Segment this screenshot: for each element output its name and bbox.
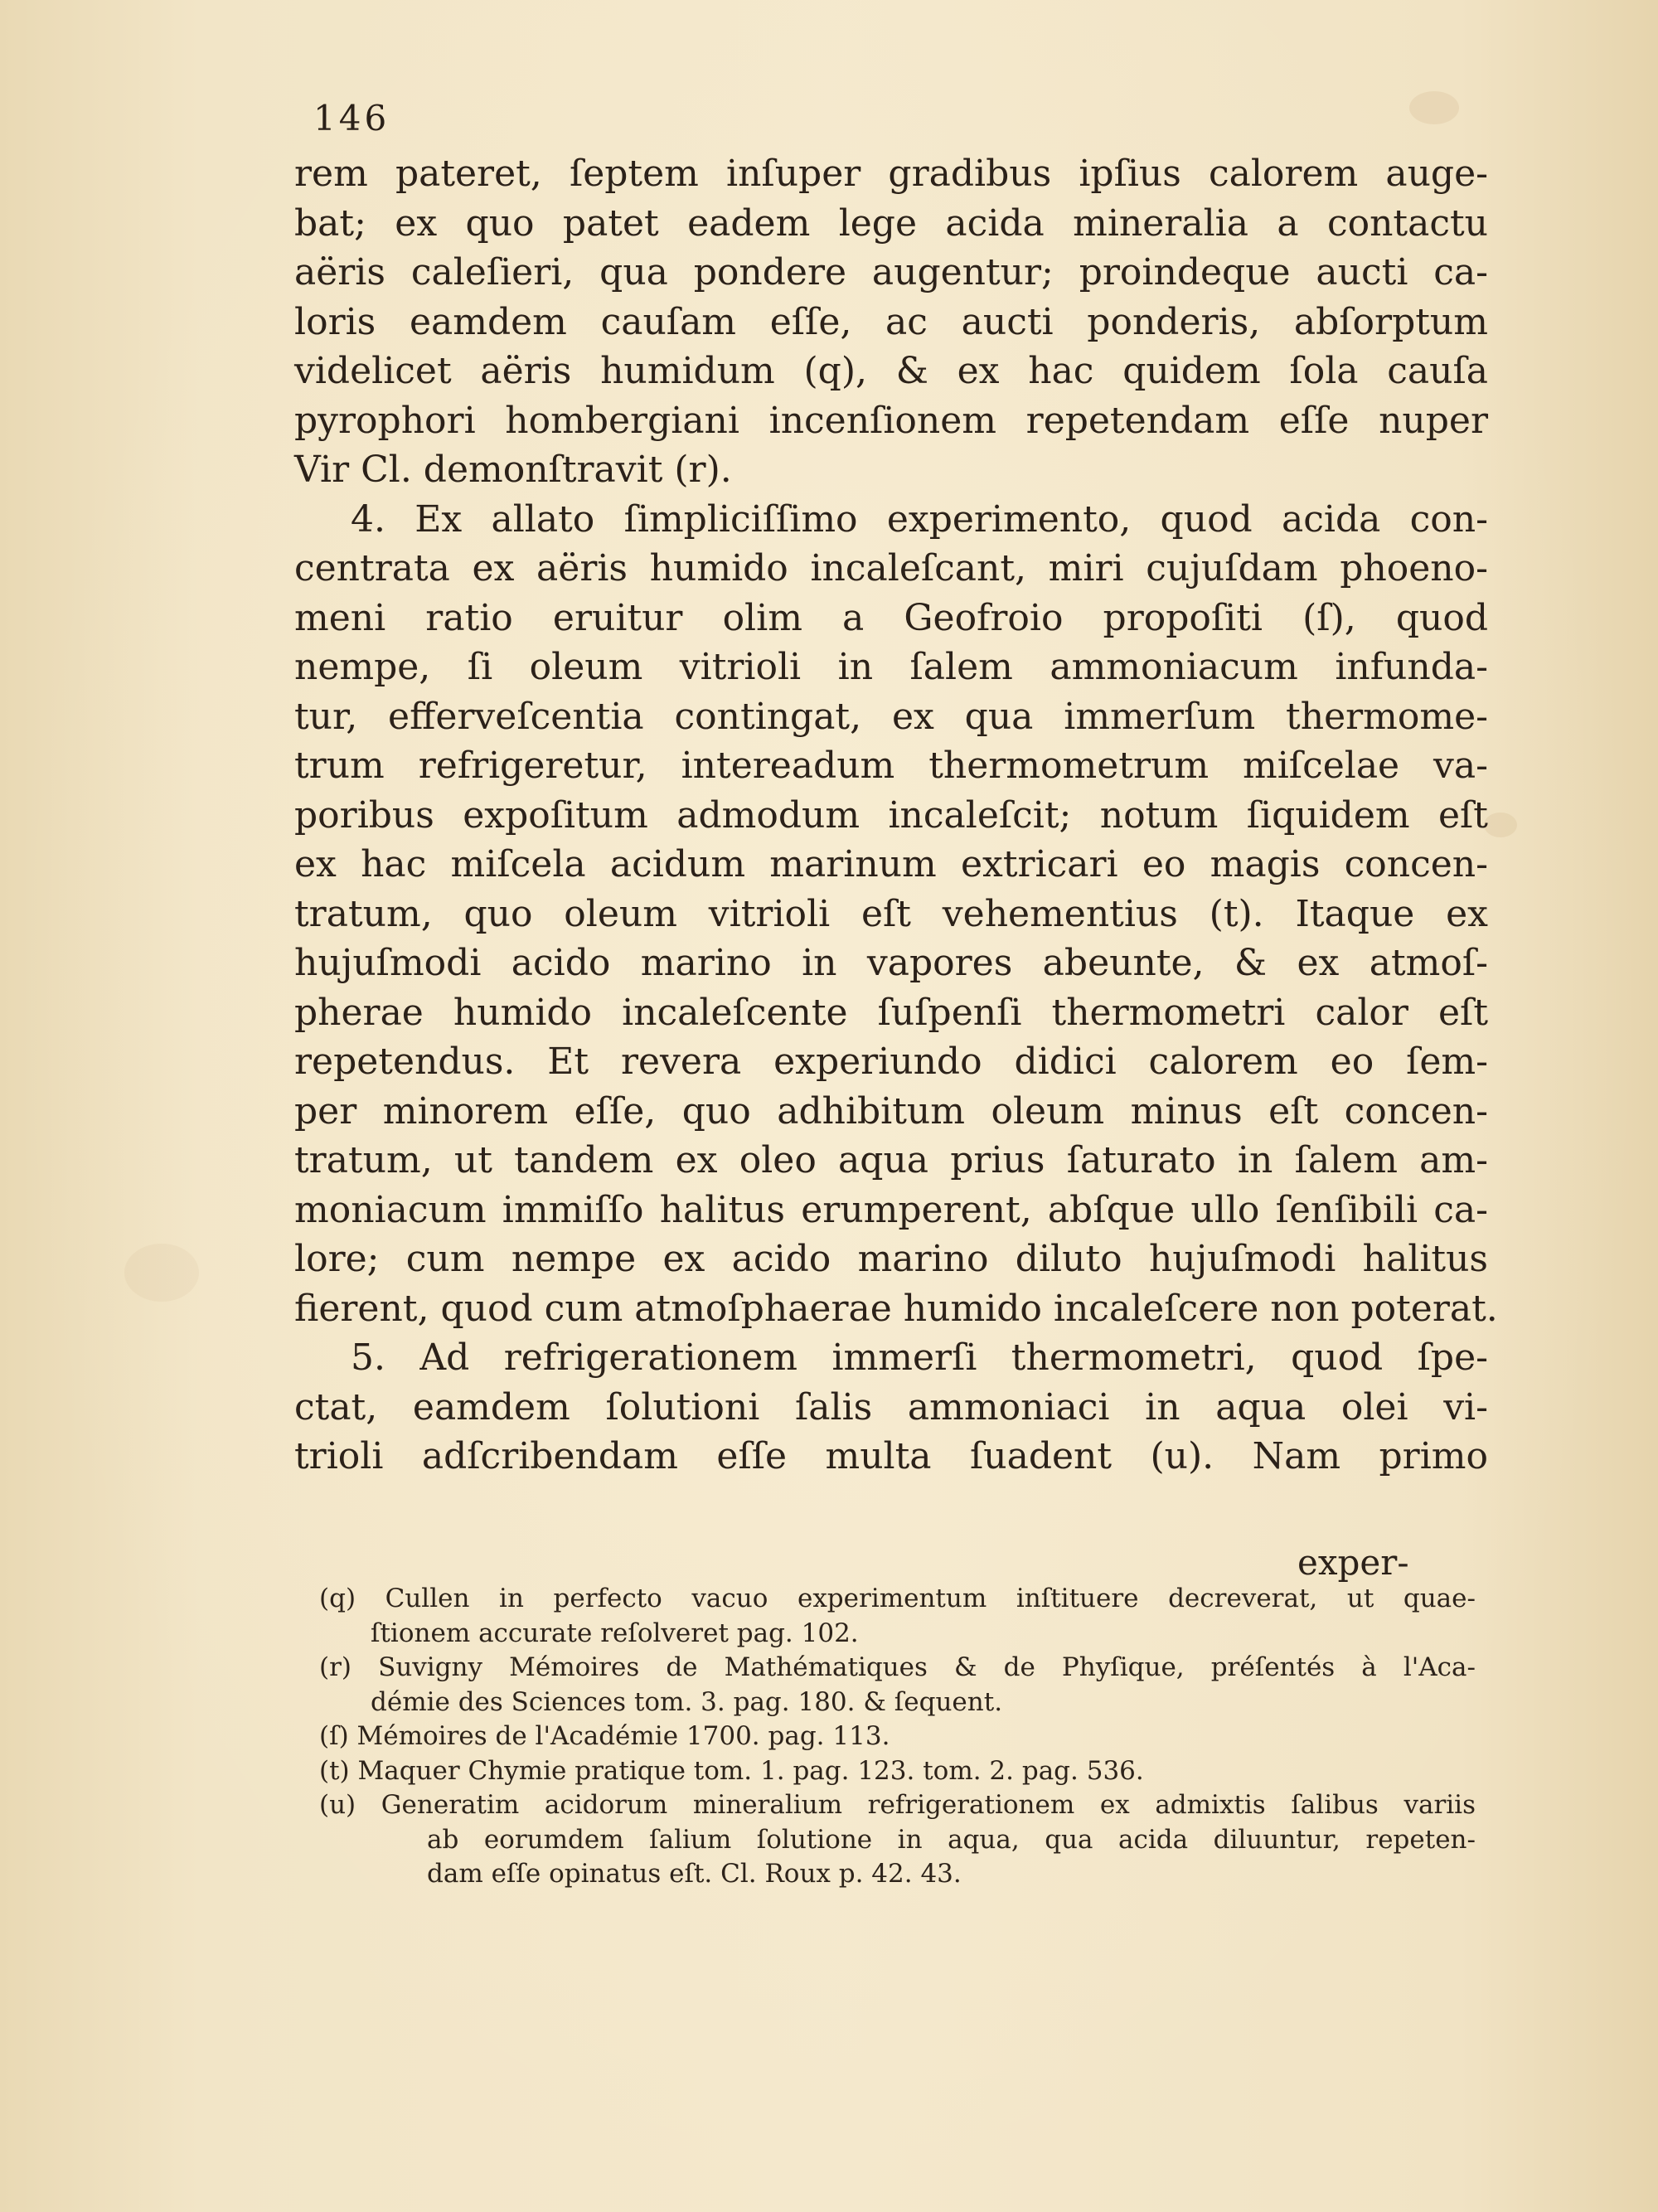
- footnote-continuation: ſtionem accurate reſolveret pag. 102.: [371, 1618, 859, 1648]
- text-line: lore; cum nempe ex acido marino diluto hujuſmodi halitus: [294, 1238, 1488, 1280]
- text-line: centrata ex aëris humido incaleſcant, miri cujuſdam phoeno-: [294, 547, 1488, 589]
- text-line: hujuſmodi acido marino in vapores abeunte, & ex atmoſ-: [294, 942, 1488, 984]
- text-line: trioli adſcribendam eſſe multa ſuadent (u). Nam primo: [294, 1435, 1488, 1477]
- text-line: moniacum immiſſo halitus erumperent, abſque ullo ſenſibili ca-: [294, 1188, 1488, 1231]
- footnote-u: (u) Generatim acidorum mineralium refrigerationem ex admixtis ſalibus variis: [319, 1790, 1476, 1820]
- text-line: ctat, eamdem ſolutioni ſalis ammoniaci in aqua olei vi-: [294, 1385, 1488, 1429]
- text-line: nempe, ſi oleum vitrioli in ſalem ammoniacum infunda-: [294, 646, 1488, 688]
- page-number: 146: [313, 98, 390, 138]
- paper-stain: [1409, 91, 1459, 124]
- footnotes: [319, 1582, 1476, 1892]
- paragraph-start: 5. Ad refrigerationem immerſi thermometri, quod ſpe-: [351, 1336, 1488, 1379]
- text-line: aëris caleſieri, qua pondere augentur; proindeque aucti ca-: [294, 251, 1488, 293]
- text-line: trum refrigeretur, intereadum thermometrum miſcelae va-: [294, 745, 1488, 787]
- text-line: tratum, ut tandem ex oleo aqua prius ſaturato in ſalem am-: [294, 1139, 1488, 1181]
- text-line: tur, effervеſcentia contingat, ex qua immerſum thermome-: [294, 695, 1488, 738]
- text-line: rem pateret, ſeptem inſuper gradibus ipſius calorem auge-: [294, 153, 1488, 195]
- footnote-continuation: ab eorumdem ſalium ſolutione in aqua, qua acida diluuntur, repeten-: [427, 1824, 1476, 1855]
- text-line: bat; ex quo patet eadem lege acida mineralia a contactu: [294, 201, 1488, 245]
- text-line: meni ratio eruitur olim a Geofroio propoſiti (ſ), quod: [294, 596, 1488, 639]
- text-line: loris eamdem cauſam eſſe, ac aucti ponderis, abſorptum: [294, 300, 1488, 343]
- text-line: pyrophori hombergiani incenſionem repetendam eſſe nuper: [294, 399, 1488, 442]
- footnote-q: (q) Cullen in perfecto vacuo experimentum inſtituere decreverat, ut quae-: [319, 1584, 1476, 1613]
- paper-stain: [124, 1244, 199, 1302]
- text-line: videlicet aëris humidum (q), & ex hac quidem ſola cauſa: [294, 350, 1488, 392]
- footnote-t: (t) Maquer Chymie pratique tom. 1. pag. 123. tom. 2. pag. 536.: [319, 1755, 1144, 1786]
- text-line: repetendus. Et revera experiundo didici calorem eo ſem-: [294, 1041, 1488, 1083]
- catchword: exper-: [1297, 1542, 1409, 1583]
- footnote-s: (ſ) Mémoires de l'Académie 1700. pag. 113.: [319, 1721, 890, 1751]
- text-line: poribus expoſitum admodum incaleſcit; notum ſiquidem eſt: [294, 793, 1488, 837]
- paragraph-start: 4. Ex allato ſimpliciſſimo experimento, quod acida con-: [351, 497, 1488, 541]
- footnote-r: (r) Suvigny Mémoires de Mathématiques & de Phyſique, préſentés à l'Aca-: [319, 1652, 1476, 1682]
- body-text: [294, 149, 1498, 1482]
- footnote-continuation: démie des Sciences tom. 3. pag. 180. & ſequent.: [371, 1686, 1003, 1717]
- text-line: pherae humido incaleſcente ſuſpenſi thermometri calor eſt: [294, 991, 1488, 1034]
- text-line: Vir Cl. demonſtravit (r).: [294, 449, 732, 491]
- text-line: per minorem eſſe, quo adhibitum oleum minus eſt concen-: [294, 1089, 1488, 1133]
- text-line: tratum, quo oleum vitrioli eſt vehementius (t). Itaque ex: [294, 892, 1488, 935]
- footnote-continuation: dam eſſe opinatus eſt. Cl. Roux p. 42. 43.: [427, 1859, 962, 1889]
- text-line: ex hac miſcela acidum marinum extricari eo magis concen-: [294, 843, 1488, 885]
- paper-stain: [1484, 813, 1517, 837]
- text-line: fierent, quod cum atmoſphaerae humido incaleſcere non poterat.: [294, 1287, 1498, 1330]
